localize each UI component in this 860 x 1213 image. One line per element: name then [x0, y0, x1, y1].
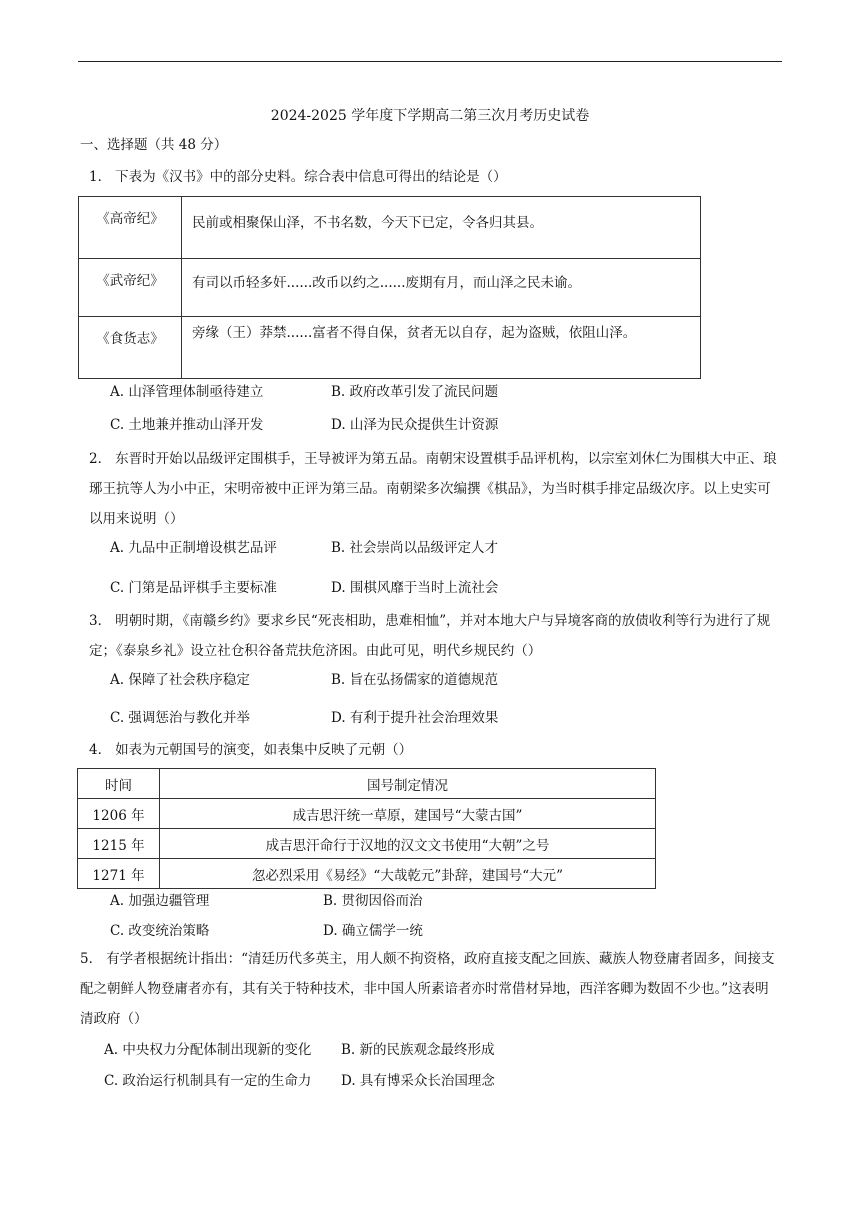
table-header-row — [78, 769, 656, 799]
question-3 — [89, 606, 779, 666]
option-b: B. 旨在弘扬儒家的道德规范 — [331, 672, 499, 688]
table-row — [78, 859, 656, 889]
question-number: 2． — [89, 451, 112, 467]
option-d: D. 具有博采众长治国理念 — [341, 1073, 495, 1089]
header-cell: 时间 — [78, 769, 160, 799]
text-cell: 成吉思汗命行于汉地的汉文文书使用“大朝”之号 — [160, 829, 656, 859]
option-c: C. 政治运行机制具有一定的生命力 — [104, 1073, 312, 1089]
exam-title: 2024-2025 学年度下学期高二第三次月考历史试卷 — [270, 108, 590, 124]
text-cell: 有司以币轻多奸......改币以约之......废期有月，而山泽之民未谕。 — [182, 259, 701, 317]
option-c: C. 土地兼并推动山泽开发 — [110, 417, 264, 433]
question-number: 1． — [89, 169, 112, 185]
option-a: A. 九品中正制增设棋艺品评 — [110, 540, 277, 556]
table-row — [79, 317, 701, 379]
option-d: D. 有利于提升社会治理效果 — [331, 710, 499, 726]
question-stem: 有学者根据统计指出：“清廷历代多英主，用人颇不拘资格，政府直接支配之回族、藏族人物登庸者固多，间接支配之朝鲜人物登庸者亦有，其有关于特种技术，非中国人所素谙者亦时常借材异地，西洋客卿为数固不少也。”这表明清政府（） — [80, 951, 775, 1027]
question-stem: 明朝时期，《南赣乡约》要求乡民“死丧相助，患难相恤”，并对本地大户与异境客商的放债收利等行为进行了规定；《泰泉乡礼》设立社仓积谷备荒扶危济困。由此可见，明代乡规民约（） — [89, 613, 771, 659]
option-b: B. 贯彻因俗而治 — [323, 893, 423, 909]
option-d: D. 山泽为民众提供生计资源 — [331, 417, 499, 433]
text-cell: 忽必烈采用《易经》“大哉乾元”卦辞，建国号“大元” — [160, 859, 656, 889]
question-number: 3． — [89, 613, 112, 629]
option-a: A. 山泽管理体制亟待建立 — [110, 384, 264, 400]
question-2 — [89, 444, 779, 534]
time-cell: 1215 年 — [78, 829, 160, 859]
source-cell: 《武帝纪》 — [79, 259, 182, 317]
source-cell: 《高帝纪》 — [79, 197, 182, 259]
text-cell: 民前或相聚保山泽，不书名数，今天下已定，令各归其县。 — [182, 197, 701, 259]
time-cell: 1271 年 — [78, 859, 160, 889]
question-number: 5． — [80, 951, 103, 967]
question-stem: 东晋时开始以品级评定围棋手，王导被评为第五品。南朝宋设置棋手品评机构，以宗室刘休仁为围棋大中正、琅琊王抗等人为小中正，宋明帝被中正评为第三品。南朝梁多次编撰《棋品》，为当时棋手排定品级次序。以上史实可以用来说明（） — [89, 451, 777, 527]
table-row — [79, 197, 701, 259]
header-rule — [78, 61, 782, 62]
question-stem: 如表为元朝国号的演变，如表集中反映了元朝（） — [115, 742, 413, 758]
table-row — [79, 259, 701, 317]
question-5 — [80, 944, 780, 1034]
question-stem: 下表为《汉书》中的部分史料。综合表中信息可得出的结论是（） — [115, 169, 507, 185]
text-cell: 旁缘（王）莽禁......富者不得自保，贫者无以自存，起为盗贼，依阻山泽。 — [182, 317, 701, 379]
question-1 — [89, 169, 507, 185]
option-c: C. 门第是品评棋手主要标准 — [110, 580, 277, 596]
option-a: A. 保障了社会秩序稳定 — [110, 672, 250, 688]
option-d: D. 围棋风靡于当时上流社会 — [331, 580, 499, 596]
option-a: A. 中央权力分配体制出现新的变化 — [104, 1042, 312, 1058]
option-a: A. 加强边疆管理 — [110, 893, 210, 909]
option-b: B. 政府改革引发了流民问题 — [331, 384, 499, 400]
table-row — [78, 799, 656, 829]
text-cell: 成吉思汗统一草原，建国号“大蒙古国” — [160, 799, 656, 829]
question-4 — [89, 742, 412, 758]
option-b: B. 社会崇尚以品级评定人才 — [331, 540, 499, 556]
table-row — [78, 829, 656, 859]
time-cell: 1206 年 — [78, 799, 160, 829]
question-number: 4． — [89, 742, 112, 758]
question-4-table — [77, 768, 656, 889]
question-1-table — [78, 196, 701, 379]
source-cell: 《食货志》 — [79, 317, 182, 379]
option-c: C. 强调惩治与教化并举 — [110, 710, 250, 726]
section-heading: 一、选择题（共 48 分） — [80, 137, 228, 153]
option-d: D. 确立儒学一统 — [323, 923, 423, 939]
header-cell: 国号制定情况 — [160, 769, 656, 799]
option-c: C. 改变统治策略 — [110, 923, 210, 939]
option-b: B. 新的民族观念最终形成 — [341, 1042, 495, 1058]
